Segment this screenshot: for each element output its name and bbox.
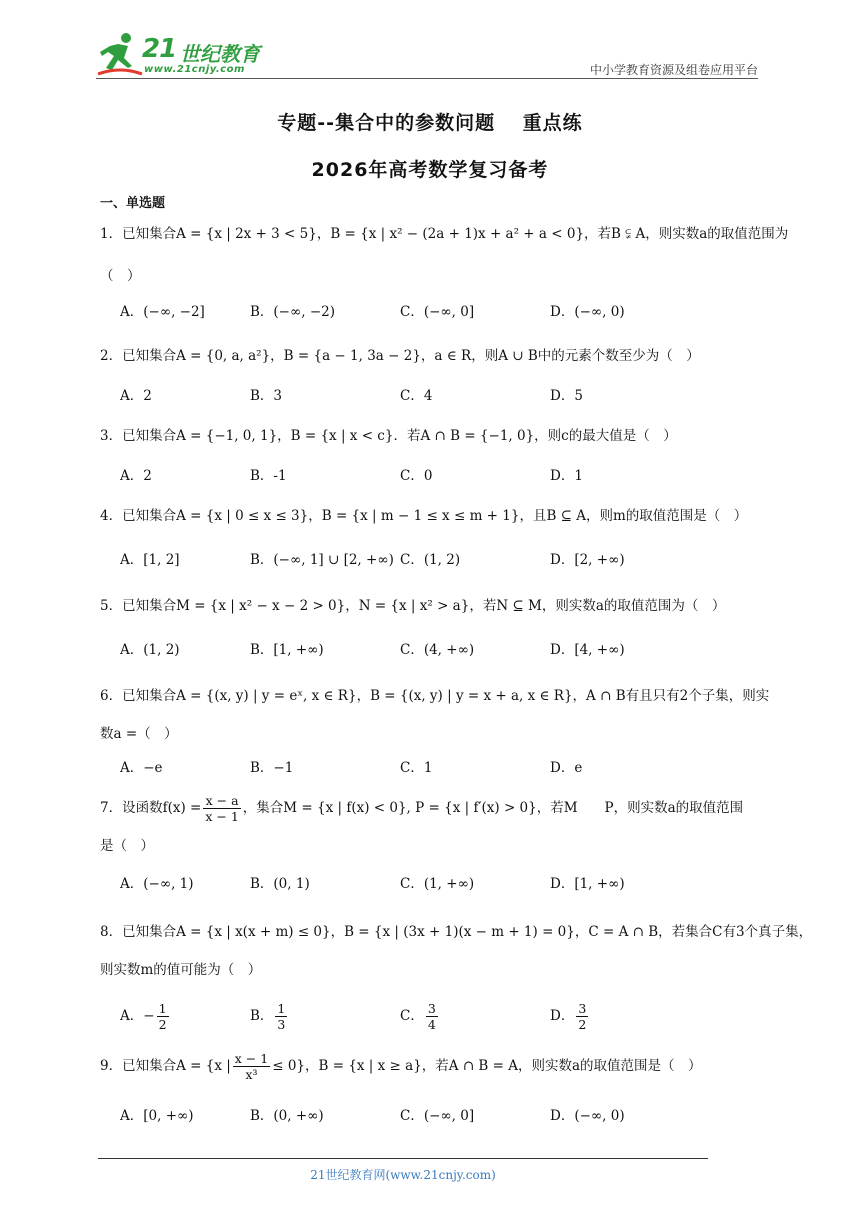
q8-option-d-num: 3	[578, 1001, 587, 1016]
q6-option-d[interactable]: D．e	[550, 760, 583, 776]
question-8-options	[120, 996, 760, 1036]
q8-option-b-den: 3	[277, 1017, 286, 1032]
question-3-options	[120, 460, 760, 492]
question-4-stem: 4．已知集合A = {x | 0 ≤ x ≤ 3}，B = {x | m − 1 ≤ x ≤ m + 1}，且B ⊆ A，则m的取值范围是（ ）	[100, 508, 748, 524]
q9-option-a[interactable]: A．[0, +∞)	[120, 1108, 194, 1124]
q6-option-b[interactable]: B．−1	[250, 760, 294, 776]
q2-option-c[interactable]: C．4	[400, 388, 433, 404]
q7-fraction	[203, 793, 240, 824]
q8-option-c-frac	[426, 1001, 438, 1032]
q1-option-a[interactable]: A．(−∞, −2]	[120, 304, 205, 320]
q7-stem-pre: 7．设函数f(x) =	[100, 800, 202, 816]
question-7-stem	[100, 792, 764, 824]
q9-option-c[interactable]: C．(−∞, 0]	[400, 1108, 475, 1124]
footer-divider	[98, 1158, 708, 1159]
q5-option-b[interactable]: B．[1, +∞)	[250, 642, 324, 658]
q7-option-d[interactable]: D．[1, +∞)	[550, 876, 625, 892]
q9-fraction	[233, 1051, 270, 1082]
question-5-options	[120, 634, 760, 666]
q4-option-c[interactable]: C．(1, 2)	[400, 552, 461, 568]
question-2-stem: 2．已知集合A = {0, a, a²}，B = {a − 1, 3a − 2}，a ∈ R，则A ∪ B中的元素个数至少为（ ）	[100, 348, 700, 364]
q4-option-b[interactable]: B．(−∞, 1] ∪ [2, +∞)	[250, 552, 394, 568]
question-2-options	[120, 380, 760, 412]
question-7-stem-cont: 是（ ）	[100, 838, 154, 854]
runner-logo-icon	[96, 30, 144, 78]
q8-option-a-frac	[157, 1001, 169, 1032]
q8-option-a[interactable]	[120, 996, 171, 1036]
q8-option-b-label: B．	[250, 1008, 274, 1024]
q7-frac-denominator: x − 1	[205, 809, 239, 824]
q5-option-c[interactable]: C．(4, +∞)	[400, 642, 475, 658]
q2-option-a[interactable]: A．2	[120, 388, 152, 404]
q2-option-b[interactable]: B．3	[250, 388, 283, 404]
logo-url: www.21cnjy.com	[144, 64, 245, 75]
q8-option-d[interactable]	[550, 996, 590, 1036]
q6-option-c[interactable]: C．1	[400, 760, 433, 776]
page-header	[96, 30, 758, 82]
site-logo[interactable]	[96, 30, 266, 78]
q3-option-d[interactable]: D．1	[550, 468, 583, 484]
question-1-stem: 1．已知集合A = {x | 2x + 3 < 5}，B = {x | x² − (2a + 1)x + a² + a < 0}，若B ⫋ A，则实数a的取值范围为	[100, 226, 789, 242]
q5-option-a[interactable]: A．(1, 2)	[120, 642, 180, 658]
q8-option-b-num: 1	[277, 1001, 286, 1016]
question-5-stem: 5．已知集合M = {x | x² − x − 2 > 0}，N = {x | x² > a}，若N ⊆ M，则实数a的取值范围为（ ）	[100, 598, 726, 614]
q7-option-b[interactable]: B．(0, 1)	[250, 876, 310, 892]
q1-option-c[interactable]: C．(−∞, 0]	[400, 304, 475, 320]
q4-option-d[interactable]: D．[2, +∞)	[550, 552, 625, 568]
q8-option-c-num: 3	[427, 1001, 436, 1016]
logo-text-21: 21	[142, 34, 177, 64]
q9-option-b[interactable]: B．(0, +∞)	[250, 1108, 324, 1124]
platform-name: 中小学教育资源及组卷应用平台	[589, 63, 758, 77]
q7-option-c[interactable]: C．(1, +∞)	[400, 876, 475, 892]
q7-frac-numerator: x − a	[203, 793, 240, 809]
q3-option-a[interactable]: A．2	[120, 468, 152, 484]
section-heading: 一、单选题	[100, 196, 166, 211]
q8-option-c[interactable]	[400, 996, 440, 1036]
q8-option-c-den: 4	[427, 1017, 436, 1032]
q5-option-d[interactable]: D．[4, +∞)	[550, 642, 625, 658]
q4-option-a[interactable]: A．[1, 2]	[120, 552, 180, 568]
question-1-stem-cont: （ ）	[100, 268, 141, 284]
question-6-stem-cont: 数a =（ ）	[100, 726, 178, 742]
q6-option-a[interactable]: A．−e	[120, 760, 163, 776]
q8-option-c-label: C．	[400, 1008, 424, 1024]
question-7-options	[120, 868, 760, 900]
q8-option-d-den: 2	[578, 1017, 587, 1032]
q9-stem-post: ≤ 0}，B = {x | x ≥ a}，若A ∩ B = A，则实数a的取值范围是（ ）	[272, 1058, 702, 1074]
q9-frac-denominator: x³	[245, 1067, 258, 1082]
q9-frac-numerator: x − 1	[234, 1051, 269, 1066]
q8-option-b[interactable]	[250, 996, 289, 1036]
q8-option-d-frac	[576, 1001, 588, 1032]
question-3-stem: 3．已知集合A = {−1, 0, 1}，B = {x | x < c}．若A ∩ B = {−1, 0}，则c的最大值是（ ）	[100, 428, 677, 444]
q1-option-b[interactable]: B．(−∞, −2)	[250, 304, 335, 320]
question-4-options	[120, 544, 760, 576]
q8-option-b-frac	[275, 1001, 287, 1032]
q7-option-a[interactable]: A．(−∞, 1)	[120, 876, 194, 892]
document-title: 专题--集合中的参数问题 重点练	[277, 112, 583, 134]
question-9-stem	[100, 1050, 764, 1082]
q8-option-a-sign: −	[143, 1008, 155, 1024]
q9-stem-pre: 9．已知集合A = {x |	[100, 1058, 231, 1074]
question-6-stem: 6．已知集合A = {(x, y) | y = eˣ, x ∈ R}，B = {(x, y) | y = x + a, x ∈ R}，A ∩ B有且只有2个子集，则实	[100, 688, 770, 704]
q8-option-a-label: A．	[120, 1008, 144, 1024]
q8-option-d-label: D．	[550, 1008, 575, 1024]
footer-link[interactable]: 21世纪教育网(www.21cnjy.com)	[310, 1168, 496, 1182]
document-subtitle: 2026年高考数学复习备考	[311, 159, 549, 181]
question-6-options	[120, 752, 760, 784]
q8-option-a-num: 1	[158, 1001, 167, 1016]
question-9-options	[120, 1100, 760, 1132]
question-1-options	[120, 296, 760, 328]
q3-option-c[interactable]: C．0	[400, 468, 433, 484]
header-divider	[96, 78, 758, 79]
q9-option-d[interactable]: D．(−∞, 0)	[550, 1108, 625, 1124]
q2-option-d[interactable]: D．5	[550, 388, 583, 404]
logo-text-cn: 世纪教育	[180, 42, 260, 66]
q3-option-b[interactable]: B．-1	[250, 468, 287, 484]
q7-stem-post: ，集合M = {x | f(x) < 0}, P = {x | f′(x) > 0}，若M P，则实数a的取值范围	[242, 800, 744, 816]
q1-option-d[interactable]: D．(−∞, 0)	[550, 304, 625, 320]
question-8-stem: 8．已知集合A = {x | x(x + m) ≤ 0}，B = {x | (3x + 1)(x − m + 1) = 0}，C = A ∩ B，若集合C有3个真子集，	[100, 924, 813, 940]
question-8-stem-cont: 则实数m的值可能为（ ）	[100, 962, 262, 978]
q8-option-a-den: 2	[158, 1017, 167, 1032]
